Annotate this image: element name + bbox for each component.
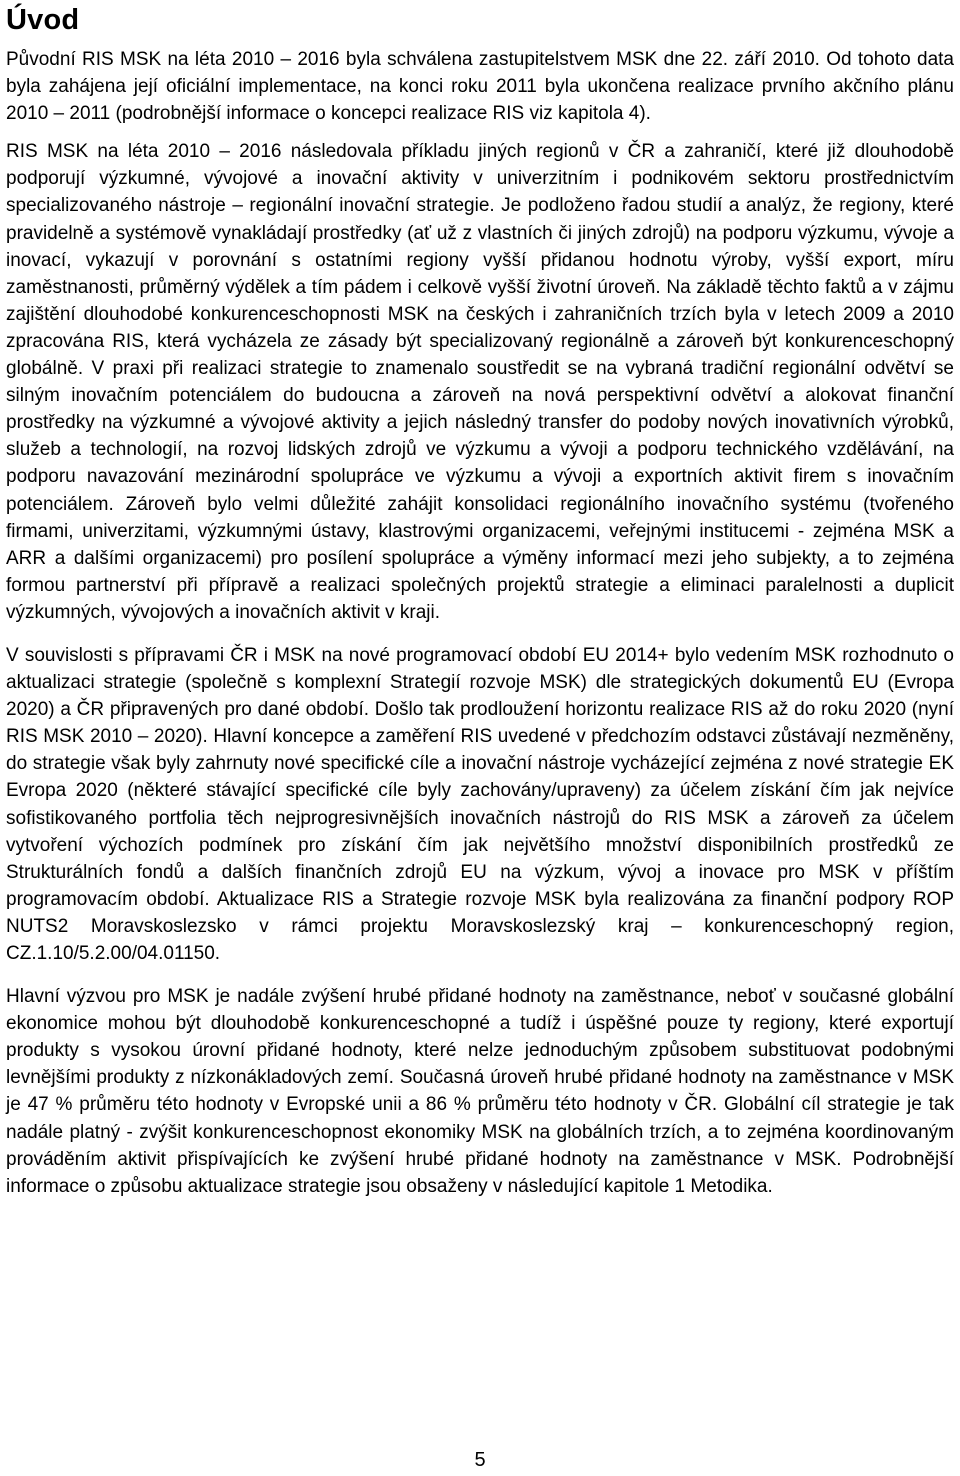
section-heading: Úvod (6, 4, 80, 36)
paragraph-challenge: Hlavní výzvou pro MSK je nadále zvýšení hrubé přidané hodnoty na zaměstnance, neboť v současné globální ekonomice mohou být dlouhodobě konkurenceschopné a tudíž i úspěšné pouze ty regiony, které exportují produkty s vysokou úrovní přidané hodnoty, které nelze jednoduchým způsobem substituovat podobnými levnějšími produkty z nízkonákladových zemí. Současná úroveň hrubé přidané hodnoty na zaměstnance v MSK je 47 % průměru této hodnoty v Evropské unii a 86 % průměru této hodnoty v ČR. Globální cíl strategie je tak nadále platný - zvýšit konkurenceschopnost ekonomiky MSK na globálních trzích, a to zejména koordinovaným prováděním aktivit přispívajících ke zvýšení hrubé přidané hodnoty na zaměstnance v MSK. Podrobnější informace o způsobu aktualizace strategie jsou obsaženy v následující kapitole 1 Metodika. (6, 986, 954, 1197)
paragraph-update: V souvislosti s přípravami ČR i MSK na nové programovací období EU 2014+ bylo vedením MSK rozhodnuto o aktualizaci strategie (společně s komplexní Strategií rozvoje MSK) dle strategických dokumentů EU (Evropa 2020) a ČR připravených pro dané období. Došlo tak prodloužení horizontu realizace RIS až do roku 2020 (nyní RIS MSK 2010 – 2020). Hlavní koncepce a zaměření RIS uvedené v předchozím odstavci zůstávají nezměněny, do strategie však byly zahrnuty nové specifické cíle a inovační nástroje vycházející zejména z nové strategie EK Evropa 2020 (některé stávající specifické cíle byly zachovány/upraveny) za účelem získání čím jak nejvíce sofistikovaného portfolia těch nejprogresivnějších inovačních nástrojů do RIS MSK a zároveň za účelem vytvoření výchozích podmínek pro získání čím jak největšího množství disponibilních prostředků ze Strukturálních fondů a dalších finančních zdrojů EU na výzkum, vývoj a inovace pro MSK v příštím programovacím období. Aktualizace RIS a Strategie rozvoje MSK byla realizována za finanční podpory ROP NUTS2 Moravskoslezsko v rámci projektu Moravskoslezský kraj – konkurenceschopný region, CZ.1.10/5.2.00/04.01150. (6, 644, 954, 964)
paragraph-intro: Původní RIS MSK na léta 2010 – 2016 byla schválena zastupitelstvem MSK dne 22. září 2010. Od tohoto data byla zahájena její oficiální implementace, na konci roku 2011 byla ukončena realizace prvního akčního plánu 2010 – 2011 (podrobnější informace o koncepci realizace RIS viz kapitola 4). (6, 49, 954, 125)
document-page (6, 0, 954, 1200)
paragraph-background: RIS MSK na léta 2010 – 2016 následovala příkladu jiných regionů v ČR a zahraničí, které již dlouhodobě podporují výzkumné, vývojové a inovační aktivity v univerzitním i podnikovém sektoru prostřednictvím specializovaného nástroje – regionální inovační strategie. Je podloženo řadou studií a analýz, že regiony, které pravidelně a systémově vynakládají prostředky (ať už z vlastních či jiných zdrojů) na podporu výzkumu, vývoje a inovací, vykazují v porovnání s ostatními regiony vyšší přidanou hodnotu výroby, vyšší export, míru zaměstnanosti, průměrný výdělek a tím pádem i celkově vyšší životní úroveň. Na základě těchto faktů a v zájmu zajištění dlouhodobé konkurenceschopnosti MSK na českých i zahraničních trzích byla v letech 2009 a 2010 zpracována RIS, která vycházela ze zásady být specializovaný regionálně a zároveň být konkurenceschopný globálně. V praxi při realizaci strategie to znamenalo soustředit se na vybraná tradiční regionální odvětví se silným inovačním potenciálem do budoucna a zároveň na nová perspektivní odvětví a alokovat finanční prostředky na výzkumné a vývojové aktivity a jejich následný transfer do podoby nových inovativních výrobků, služeb a technologií, na rozvoj lidských zdrojů ve výzkumu a vývoji a podporu technického vzdělávání, na podporu navazování mezinárodní spolupráce ve výzkumu a vývoji a exportních aktivit firem s inovačním potenciálem. Zároveň bylo velmi důležité zahájit konsolidaci regionálního inovačního systému (tvořeného firmami, univerzitami, výzkumnými ústavy, klastrovými organizacemi, veřejnými institucemi - zejména MSK a ARR a dalšími organizacemi) pro posílení spolupráce a výměny informací mezi jeho subjekty, a to zejména formou partnerství při přípravě a realizaci společných projektů strategie a eliminaci paralelnosti a duplicit výzkumných, vývojových a inovačních aktivit v kraji. (6, 141, 954, 623)
page-number: 5 (474, 1449, 486, 1471)
